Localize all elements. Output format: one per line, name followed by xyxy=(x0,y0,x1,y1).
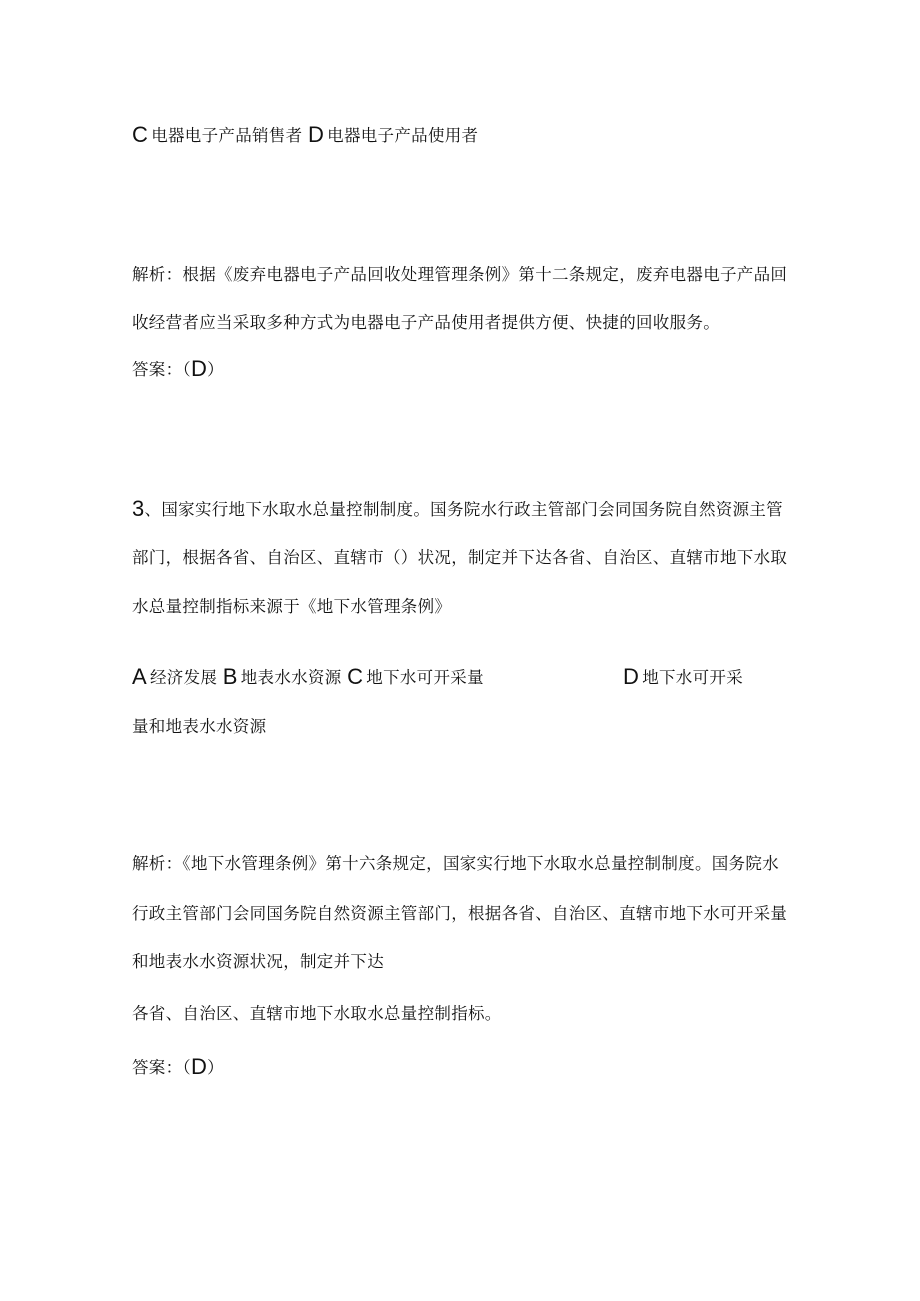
option-c-letter: C xyxy=(132,122,149,147)
q3-stem-text-1: 、国家实行地下水取水总量控制制度。国务院水行政主管部门会同国务院自然资源主管 xyxy=(144,500,783,519)
option-b-text: 地表水水资源 xyxy=(240,668,342,687)
answer-prefix: 答案：（ xyxy=(132,360,191,379)
q3-analysis-line-1: 解析：《地下水管理条例》第十六条规定，国家实行地下水取水总量控制制度。国务院水 xyxy=(132,854,779,873)
answer-letter: D xyxy=(190,356,208,381)
option-a-letter: A xyxy=(132,664,147,689)
q2-analysis-line-2: 收经营者应当采取多种方式为电器电子产品使用者提供方便、快捷的回收服务。 xyxy=(132,313,720,332)
q3-stem-line-1 xyxy=(132,498,783,521)
answer-prefix: 答案：（ xyxy=(132,1058,191,1077)
option-d-letter: D xyxy=(307,122,325,147)
q3-options-line xyxy=(132,666,484,689)
q3-answer xyxy=(132,1056,224,1079)
option-d-letter: D xyxy=(623,664,640,689)
answer-letter: D xyxy=(190,1054,208,1079)
option-d-text: 地下水可开采 xyxy=(642,668,744,687)
answer-suffix: ） xyxy=(207,360,224,379)
option-c-text: 地下水可开采量 xyxy=(366,668,484,687)
question-number: 3 xyxy=(132,496,145,521)
q3-option-d xyxy=(623,666,743,689)
q2-answer xyxy=(132,358,224,381)
option-d-text: 电器电子产品使用者 xyxy=(327,126,479,145)
q3-analysis-line-3: 和地表水水资源状况，制定并下达 xyxy=(132,952,384,971)
option-c-text: 电器电子产品销售者 xyxy=(151,126,303,145)
q3-stem-line-2: 部门，根据各省、自治区、直辖市（）状况，制定并下达各省、自治区、直辖市地下水取 xyxy=(132,548,788,567)
q3-analysis-line-4: 各省、自治区、直辖市地下水取水总量控制指标。 xyxy=(132,1004,502,1023)
q3-analysis-line-2: 行政主管部门会同国务院自然资源主管部门，根据各省、自治区、直辖市地下水可开采量 xyxy=(132,904,788,923)
q2-analysis-line-1: 解析：根据《废弃电器电子产品回收处理管理条例》第十二条规定，废弃电器电子产品回 xyxy=(132,265,788,284)
option-c-letter: C xyxy=(347,664,364,689)
option-b-letter: B xyxy=(222,664,238,689)
q3-stem-line-3: 水总量控制指标来源于《地下水管理条例》 xyxy=(132,597,452,616)
option-a-text: 经济发展 xyxy=(149,668,218,687)
answer-suffix: ） xyxy=(207,1058,224,1077)
q3-option-d-continued: 量和地表水水资源 xyxy=(132,717,267,736)
q2-options-line xyxy=(132,124,478,147)
